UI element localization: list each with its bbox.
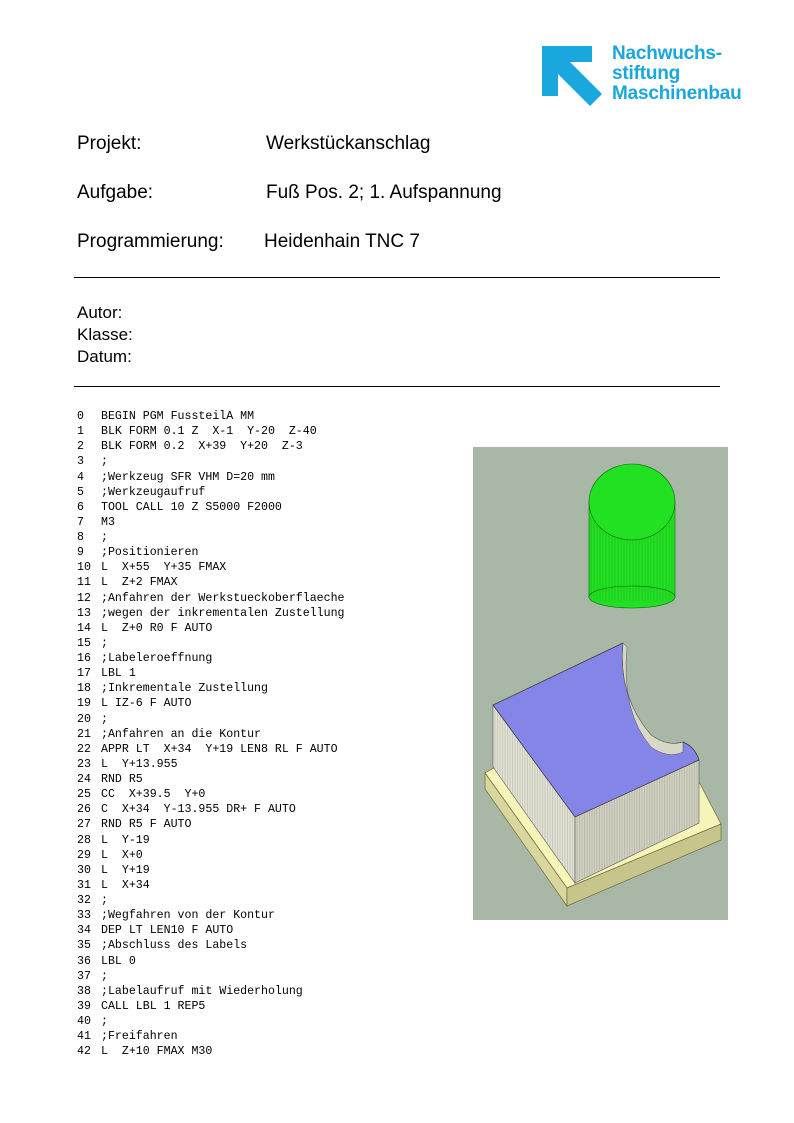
program-line bbox=[77, 530, 345, 545]
line-number: 41 bbox=[77, 1030, 91, 1044]
line-number: 25 bbox=[77, 788, 91, 802]
line-text: ; bbox=[101, 969, 108, 983]
field-label: Projekt: bbox=[77, 133, 142, 154]
program-line bbox=[77, 999, 345, 1014]
line-text: ;Wegfahren von der Kontur bbox=[101, 909, 275, 923]
program-line bbox=[77, 485, 345, 500]
line-text: L Z+10 FMAX M30 bbox=[101, 1045, 213, 1059]
line-text: ; bbox=[101, 636, 108, 650]
program-line bbox=[77, 712, 345, 727]
line-text: L X+0 bbox=[101, 848, 143, 862]
line-text: BEGIN PGM FussteilA MM bbox=[101, 410, 255, 423]
program-line bbox=[77, 1044, 345, 1059]
simulation-render bbox=[473, 447, 728, 920]
line-number: 32 bbox=[77, 894, 91, 907]
program-line bbox=[77, 938, 345, 953]
line-number: 35 bbox=[77, 939, 91, 953]
line-text: ;Labeleroeffnung bbox=[101, 652, 213, 665]
line-text: ;Inkrementale Zustellung bbox=[101, 682, 268, 696]
line-text: CC X+39.5 Y+0 bbox=[101, 788, 206, 802]
line-text: M3 bbox=[101, 515, 115, 529]
line-number: 29 bbox=[77, 848, 91, 862]
line-number: 33 bbox=[77, 909, 91, 923]
line-number: 19 bbox=[77, 697, 91, 711]
divider bbox=[74, 277, 720, 278]
line-text: C X+34 Y-13.955 DR+ F AUTO bbox=[101, 803, 296, 817]
line-number: 20 bbox=[77, 712, 91, 726]
logo-line: stiftung bbox=[612, 63, 681, 84]
line-number: 24 bbox=[77, 773, 91, 786]
line-text: L Z+2 FMAX bbox=[101, 576, 178, 590]
field-value: Fuß Pos. 2; 1. Aufspannung bbox=[266, 182, 502, 203]
line-text: TOOL CALL 10 Z S5000 F2000 bbox=[101, 500, 282, 514]
line-text: L Z+0 R0 F AUTO bbox=[101, 621, 213, 635]
line-text: L Y+13.955 bbox=[101, 757, 178, 771]
line-text: BLK FORM 0.2 X+39 Y+20 Z-3 bbox=[101, 440, 303, 454]
nc-program-listing bbox=[77, 409, 345, 1059]
program-line bbox=[77, 1014, 345, 1029]
logo-line: Nachwuchs- bbox=[612, 43, 722, 64]
line-number: 26 bbox=[77, 803, 91, 817]
program-line bbox=[77, 621, 345, 636]
line-number: 4 bbox=[77, 470, 84, 484]
program-line bbox=[77, 651, 345, 666]
line-number: 2 bbox=[77, 440, 84, 454]
line-text: L IZ-6 F AUTO bbox=[101, 697, 192, 711]
line-text: ; bbox=[101, 455, 108, 469]
program-line bbox=[77, 893, 345, 908]
program-line bbox=[77, 500, 345, 515]
line-text: ;Werkzeug SFR VHM D=20 mm bbox=[101, 470, 275, 484]
klasse-label: Klasse: bbox=[77, 325, 133, 344]
line-number: 11 bbox=[77, 576, 91, 590]
program-line bbox=[77, 681, 345, 696]
program-line bbox=[77, 908, 345, 923]
program-line bbox=[77, 923, 345, 938]
field-value: Heidenhain TNC 7 bbox=[264, 231, 420, 252]
line-text: CALL LBL 1 REP5 bbox=[101, 999, 206, 1013]
tool-cylinder bbox=[589, 464, 675, 608]
line-text: ;Anfahren an die Kontur bbox=[101, 727, 262, 741]
line-number: 23 bbox=[77, 757, 91, 771]
logo bbox=[540, 44, 750, 108]
line-number: 36 bbox=[77, 954, 91, 968]
program-line bbox=[77, 757, 345, 772]
line-number: 38 bbox=[77, 984, 91, 998]
line-text: ;wegen der inkrementalen Zustellung bbox=[101, 606, 345, 620]
line-text: APPR LT X+34 Y+19 LEN8 RL F AUTO bbox=[101, 742, 338, 756]
line-number: 34 bbox=[77, 924, 91, 938]
line-text: ;Werkzeugaufruf bbox=[101, 485, 206, 499]
line-text: L Y-19 bbox=[101, 833, 150, 847]
tool-top bbox=[589, 464, 675, 540]
program-line bbox=[77, 878, 345, 893]
line-text: L X+34 bbox=[101, 878, 150, 892]
line-text: ;Anfahren der Werkstueckoberflaeche bbox=[101, 591, 345, 605]
line-number: 14 bbox=[77, 621, 91, 635]
line-text: RND R5 F AUTO bbox=[101, 818, 192, 832]
program-line bbox=[77, 848, 345, 863]
line-text: ; bbox=[101, 712, 108, 726]
line-number: 18 bbox=[77, 682, 91, 696]
program-line bbox=[77, 817, 345, 832]
program-line bbox=[77, 439, 345, 454]
logo-line: Maschinenbau bbox=[612, 83, 742, 104]
field-label: Aufgabe: bbox=[77, 182, 154, 203]
field-label: Programmierung: bbox=[77, 231, 224, 252]
program-line bbox=[77, 742, 345, 757]
program-line bbox=[77, 560, 345, 575]
program-line bbox=[77, 984, 345, 999]
line-number: 16 bbox=[77, 652, 91, 665]
program-line bbox=[77, 787, 345, 802]
program-line bbox=[77, 1029, 345, 1044]
meta-block bbox=[77, 302, 133, 368]
line-number: 31 bbox=[77, 878, 91, 892]
line-number: 15 bbox=[77, 636, 91, 650]
program-line bbox=[77, 454, 345, 469]
program-line bbox=[77, 606, 345, 621]
field-value: Werkstückanschlag bbox=[266, 133, 431, 154]
program-line bbox=[77, 470, 345, 485]
program-line bbox=[77, 772, 345, 787]
line-text: ;Labelaufruf mit Wiederholung bbox=[101, 984, 303, 998]
line-text: L Y+19 bbox=[101, 863, 150, 877]
line-text: ; bbox=[101, 1015, 108, 1028]
line-number: 7 bbox=[77, 515, 84, 529]
line-number: 17 bbox=[77, 667, 91, 681]
program-line bbox=[77, 833, 345, 848]
line-number: 10 bbox=[77, 561, 91, 575]
line-number: 5 bbox=[77, 485, 84, 499]
line-number: 13 bbox=[77, 606, 91, 620]
line-number: 28 bbox=[77, 833, 91, 847]
autor-label: Autor: bbox=[77, 303, 123, 322]
line-text: ; bbox=[101, 531, 108, 544]
program-line bbox=[77, 863, 345, 878]
program-line bbox=[77, 727, 345, 742]
program-line bbox=[77, 636, 345, 651]
program-line bbox=[77, 802, 345, 817]
line-number: 37 bbox=[77, 969, 91, 983]
program-line bbox=[77, 591, 345, 606]
line-text: ; bbox=[101, 894, 108, 907]
program-line bbox=[77, 409, 345, 424]
line-number: 27 bbox=[77, 818, 91, 832]
line-text: RND R5 bbox=[101, 773, 143, 786]
line-number: 3 bbox=[77, 455, 84, 469]
logo-text bbox=[612, 44, 742, 104]
logo-arrow-icon bbox=[540, 44, 604, 108]
line-number: 1 bbox=[77, 425, 84, 439]
line-number: 8 bbox=[77, 531, 84, 544]
line-text: DEP LT LEN10 F AUTO bbox=[101, 924, 234, 938]
program-line bbox=[77, 666, 345, 681]
program-line bbox=[77, 424, 345, 439]
divider bbox=[74, 386, 720, 387]
line-number: 42 bbox=[77, 1045, 91, 1059]
line-number: 9 bbox=[77, 546, 84, 560]
line-number: 40 bbox=[77, 1015, 91, 1028]
program-line bbox=[77, 954, 345, 969]
line-number: 21 bbox=[77, 727, 91, 741]
program-line bbox=[77, 969, 345, 984]
line-text: LBL 1 bbox=[101, 667, 136, 681]
line-number: 30 bbox=[77, 863, 91, 877]
line-text: ;Abschluss des Labels bbox=[101, 939, 248, 953]
program-line bbox=[77, 575, 345, 590]
line-text: BLK FORM 0.1 Z X-1 Y-20 Z-40 bbox=[101, 425, 317, 439]
program-line bbox=[77, 696, 345, 711]
line-number: 0 bbox=[77, 410, 84, 423]
line-number: 39 bbox=[77, 999, 91, 1013]
tool-bottom bbox=[589, 586, 675, 608]
line-text: ;Positionieren bbox=[101, 546, 199, 560]
line-text: L X+55 Y+35 FMAX bbox=[101, 561, 227, 575]
line-text: ;Freifahren bbox=[101, 1030, 178, 1044]
program-line bbox=[77, 545, 345, 560]
line-number: 22 bbox=[77, 742, 91, 756]
program-line bbox=[77, 515, 345, 530]
line-number: 6 bbox=[77, 500, 84, 514]
line-number: 12 bbox=[77, 591, 91, 605]
line-text: LBL 0 bbox=[101, 954, 136, 968]
datum-label: Datum: bbox=[77, 347, 132, 366]
